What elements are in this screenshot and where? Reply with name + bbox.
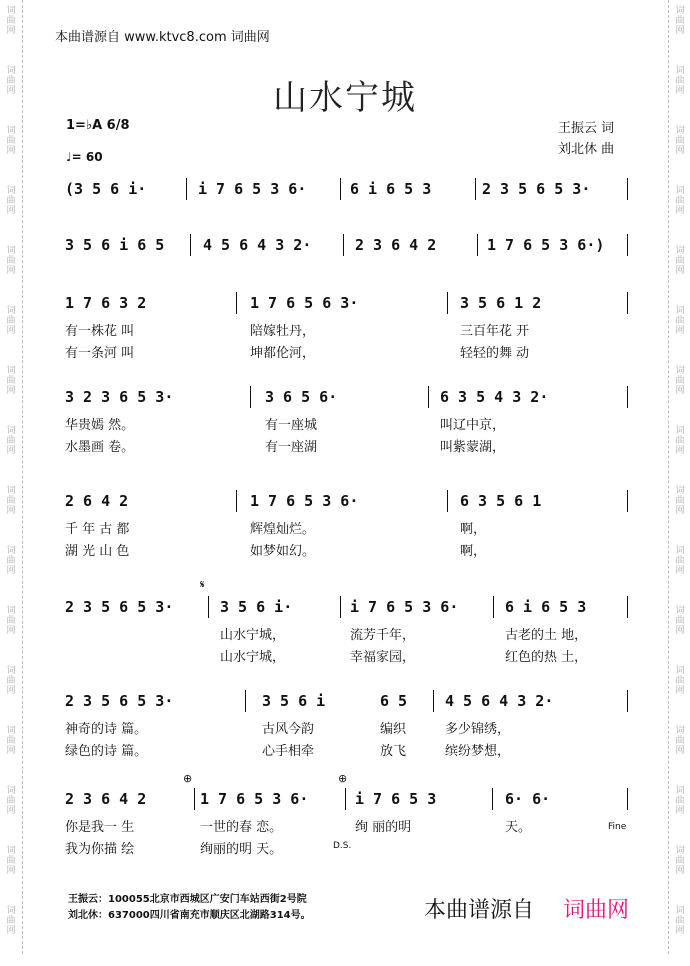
note-group: 6· 6· bbox=[505, 790, 551, 808]
lyric-text: 有一条河 叫 bbox=[65, 346, 135, 361]
watermark-glyph: 词 bbox=[6, 786, 16, 796]
watermark-glyph: 网 bbox=[6, 26, 16, 36]
note-row bbox=[0, 692, 690, 712]
bar-line bbox=[627, 490, 628, 512]
lyric-text: 啊， bbox=[460, 522, 487, 537]
credits bbox=[558, 118, 614, 160]
lyric-text: 幸福家园， bbox=[350, 650, 416, 665]
bar-line bbox=[627, 234, 628, 256]
watermark-glyph: 曲 bbox=[6, 76, 16, 86]
coda-icon-2: ⊕ bbox=[338, 772, 348, 785]
watermark-glyph: 词 bbox=[675, 306, 685, 316]
watermark-glyph: 词 bbox=[675, 606, 685, 616]
watermark-glyph: 网 bbox=[675, 626, 685, 636]
lyric-text: 你是我一 生 bbox=[65, 820, 135, 835]
note-group: 4 5 6 4 3 2· bbox=[203, 236, 312, 254]
watermark-glyph: 网 bbox=[6, 746, 16, 756]
watermark-glyph: 网 bbox=[675, 386, 685, 396]
composer-credit: 刘北休 曲 bbox=[558, 142, 615, 157]
lyric-text: 三百年花 开 bbox=[460, 324, 530, 339]
bar-line bbox=[627, 178, 628, 200]
lyric-row-verse-1 bbox=[0, 414, 690, 434]
note-group: 2 6 4 2 bbox=[65, 492, 129, 510]
note-group: 6 3 5 4 3 2· bbox=[440, 388, 549, 406]
watermark-glyph: 网 bbox=[675, 26, 685, 36]
watermark-glyph: 网 bbox=[6, 506, 16, 516]
watermark-glyph: 网 bbox=[6, 566, 16, 576]
bar-line bbox=[186, 178, 187, 200]
watermark-glyph: 曲 bbox=[675, 676, 685, 686]
bar-line bbox=[236, 490, 237, 512]
watermark-glyph: 曲 bbox=[675, 616, 685, 626]
bar-line bbox=[194, 788, 195, 810]
note-group: 2 3 6 4 2 bbox=[355, 236, 437, 254]
watermark-glyph: 网 bbox=[675, 746, 685, 756]
note-group: i 7 6 5 3 6· bbox=[350, 598, 459, 616]
watermark-glyph: 曲 bbox=[6, 16, 16, 26]
watermark-glyph: 词 bbox=[675, 666, 685, 676]
watermark-glyph: 词 bbox=[6, 246, 16, 256]
note-group: 2 3 5 6 5 3· bbox=[65, 598, 174, 616]
note-row bbox=[0, 388, 690, 408]
lyric-text: 神奇的诗 篇。 bbox=[65, 722, 148, 737]
note-group: 3 5 6 i 6 5 bbox=[65, 236, 165, 254]
lyric-text: 古风今韵 bbox=[262, 722, 315, 737]
lyric-text: 叫辽中京， bbox=[440, 418, 506, 433]
coda-icon: ⊕ bbox=[183, 772, 193, 785]
lyric-text: 编织 bbox=[380, 722, 407, 737]
lyric-text: 我为你描 绘 bbox=[65, 842, 135, 857]
watermark-glyph: 词 bbox=[6, 606, 16, 616]
bar-line bbox=[627, 292, 628, 314]
note-group: (3 5 6 i· bbox=[65, 180, 147, 198]
lyric-text: 绚 丽的明 bbox=[355, 820, 412, 835]
watermark-glyph: 词 bbox=[6, 66, 16, 76]
watermark-glyph: 曲 bbox=[675, 256, 685, 266]
watermark-glyph: 词 bbox=[6, 306, 16, 316]
lyricist-credit: 王振云 词 bbox=[558, 121, 615, 136]
note-group: 2 3 6 4 2 bbox=[65, 790, 147, 808]
note-group: 1 7 6 5 3 6· bbox=[250, 492, 359, 510]
watermark-glyph: 网 bbox=[675, 326, 685, 336]
watermark-glyph: 曲 bbox=[675, 376, 685, 386]
watermark-glyph: 曲 bbox=[675, 436, 685, 446]
note-group: 6 5 bbox=[380, 692, 408, 710]
footer-source-text: 本曲谱源自 bbox=[424, 898, 535, 923]
watermark-glyph: 词 bbox=[675, 786, 685, 796]
watermark-glyph: 网 bbox=[675, 926, 685, 936]
lyric-text: 辉煌灿烂。 bbox=[250, 522, 316, 537]
lyric-row-verse-2 bbox=[0, 540, 690, 560]
lyric-text: 啊， bbox=[460, 544, 487, 559]
watermark-glyph: 网 bbox=[675, 446, 685, 456]
bar-line bbox=[245, 690, 246, 712]
watermark-glyph: 词 bbox=[675, 6, 685, 16]
watermark-glyph: 曲 bbox=[675, 196, 685, 206]
watermark-glyph: 曲 bbox=[6, 676, 16, 686]
note-group: 1 7 6 5 3 6· bbox=[200, 790, 309, 808]
watermark-glyph: 词 bbox=[6, 726, 16, 736]
note-row bbox=[0, 180, 690, 200]
bar-line bbox=[236, 292, 237, 314]
address-composer: 刘北休：637000四川省南充市顺庆区北湖路314号。 bbox=[68, 910, 311, 921]
watermark-glyph: 曲 bbox=[675, 916, 685, 926]
watermark-glyph: 词 bbox=[675, 906, 685, 916]
note-group: 4 5 6 4 3 2· bbox=[445, 692, 554, 710]
watermark-glyph: 词 bbox=[675, 486, 685, 496]
bar-line bbox=[477, 234, 478, 256]
lyric-row-verse-2 bbox=[0, 342, 690, 362]
lyric-text: 叫紫蒙湖， bbox=[440, 440, 506, 455]
tempo-mark: ♩= 60 bbox=[66, 150, 103, 164]
bar-line bbox=[627, 386, 628, 408]
watermark-glyph: 词 bbox=[6, 906, 16, 916]
bar-line bbox=[447, 490, 448, 512]
watermark-glyph: 词 bbox=[675, 426, 685, 436]
lyric-text: 水墨画 卷。 bbox=[65, 440, 135, 455]
bar-line bbox=[428, 386, 429, 408]
note-row bbox=[0, 598, 690, 618]
segno-icon: 𝄋 bbox=[200, 578, 205, 591]
lyric-row-verse-1 bbox=[0, 624, 690, 644]
watermark-glyph: 词 bbox=[6, 6, 16, 16]
watermark-glyph: 网 bbox=[675, 806, 685, 816]
watermark-glyph: 曲 bbox=[675, 316, 685, 326]
watermark-glyph: 网 bbox=[6, 626, 16, 636]
lyric-text: 流芳千年， bbox=[350, 628, 416, 643]
lyric-row-verse-1 bbox=[0, 320, 690, 340]
bar-line bbox=[340, 596, 341, 618]
watermark-glyph: 曲 bbox=[6, 916, 16, 926]
lyric-row-verse-1 bbox=[0, 518, 690, 538]
note-group: 3 5 6 i· bbox=[220, 598, 293, 616]
watermark-glyph: 网 bbox=[6, 86, 16, 96]
watermark-glyph: 曲 bbox=[6, 496, 16, 506]
footer-site-name: 词曲网 bbox=[563, 898, 630, 923]
watermark-glyph: 曲 bbox=[675, 16, 685, 26]
watermark-glyph: 网 bbox=[675, 146, 685, 156]
lyric-text: 轻轻的舞 动 bbox=[460, 346, 530, 361]
page-header: 本曲谱源自 www.ktvc8.com 词曲网 bbox=[55, 30, 270, 45]
key-signature: 1=♭A 6/8 bbox=[66, 118, 130, 133]
note-group: 2 3 5 6 5 3· bbox=[65, 692, 174, 710]
watermark-glyph: 网 bbox=[675, 266, 685, 276]
song-title: 山水宁城 bbox=[273, 78, 417, 118]
note-group: i 7 6 5 3 6· bbox=[198, 180, 307, 198]
lyric-text: 红色的热 土， bbox=[505, 650, 588, 665]
watermark-glyph: 曲 bbox=[6, 136, 16, 146]
watermark-glyph: 网 bbox=[675, 206, 685, 216]
watermark-glyph: 词 bbox=[675, 846, 685, 856]
watermark-glyph: 曲 bbox=[6, 796, 16, 806]
note-group: 3 5 6 1 2 bbox=[460, 294, 542, 312]
lyric-text: 湖 光 山 色 bbox=[65, 544, 130, 559]
watermark-glyph: 网 bbox=[6, 326, 16, 336]
note-group: 6 3 5 6 1 bbox=[460, 492, 542, 510]
bar-line bbox=[190, 234, 191, 256]
lyric-text: 有一座城 bbox=[265, 418, 318, 433]
watermark-glyph: 曲 bbox=[6, 856, 16, 866]
lyric-row-verse-2 bbox=[0, 740, 690, 760]
watermark-glyph: 词 bbox=[6, 186, 16, 196]
note-group: 3 6 5 6· bbox=[265, 388, 338, 406]
watermark-glyph: 曲 bbox=[6, 316, 16, 326]
watermark-glyph: 曲 bbox=[6, 616, 16, 626]
bar-line bbox=[208, 596, 209, 618]
watermark-glyph: 网 bbox=[6, 386, 16, 396]
lyric-text: 天。 bbox=[505, 820, 532, 835]
lyric-row-verse-1 bbox=[0, 206, 690, 226]
lyric-text: 绚丽的明 天。 bbox=[200, 842, 283, 857]
watermark-glyph: 网 bbox=[6, 686, 16, 696]
watermark-glyph: 词 bbox=[675, 126, 685, 136]
lyric-text: 坤都伦河， bbox=[250, 346, 316, 361]
note-group: 1 7 6 5 3 6·) bbox=[487, 236, 605, 254]
note-group: 1 7 6 5 6 3· bbox=[250, 294, 359, 312]
bar-line bbox=[492, 788, 493, 810]
note-row bbox=[0, 492, 690, 512]
watermark-glyph: 网 bbox=[6, 926, 16, 936]
bar-line bbox=[345, 788, 346, 810]
note-group: 3 2 3 6 5 3· bbox=[65, 388, 174, 406]
watermark-glyph: 曲 bbox=[6, 556, 16, 566]
watermark-glyph: 曲 bbox=[675, 76, 685, 86]
ds-mark: D.S. bbox=[333, 841, 352, 851]
lyric-row-verse-1 bbox=[0, 262, 690, 282]
bar-line bbox=[433, 690, 434, 712]
watermark-glyph: 网 bbox=[675, 506, 685, 516]
bar-line bbox=[627, 690, 628, 712]
watermark-glyph: 曲 bbox=[6, 196, 16, 206]
watermark-glyph: 网 bbox=[6, 266, 16, 276]
lyric-text: 陪嫁牡丹， bbox=[250, 324, 316, 339]
right-dashed-border bbox=[668, 0, 670, 954]
lyric-row-verse-1 bbox=[0, 816, 690, 836]
bar-line bbox=[493, 596, 494, 618]
watermark-glyph: 曲 bbox=[675, 736, 685, 746]
watermark-glyph: 曲 bbox=[675, 136, 685, 146]
watermark-glyph: 词 bbox=[6, 666, 16, 676]
watermark-glyph: 网 bbox=[675, 686, 685, 696]
lyric-text: 多少锦绣， bbox=[445, 722, 511, 737]
watermark-glyph: 网 bbox=[6, 446, 16, 456]
watermark-glyph: 曲 bbox=[675, 556, 685, 566]
watermark-glyph: 曲 bbox=[6, 436, 16, 446]
bar-line bbox=[250, 386, 251, 408]
lyric-text: 如梦如幻。 bbox=[250, 544, 316, 559]
lyric-text: 山水宁城， bbox=[220, 628, 286, 643]
watermark-glyph: 词 bbox=[675, 66, 685, 76]
watermark-glyph: 词 bbox=[6, 486, 16, 496]
bar-line bbox=[447, 292, 448, 314]
address-lyricist: 王振云：100055北京市西城区广安门车站西街2号院 bbox=[68, 894, 307, 905]
watermark-glyph: 词 bbox=[675, 366, 685, 376]
note-row bbox=[0, 294, 690, 314]
note-group: 2 3 5 6 5 3· bbox=[482, 180, 591, 198]
fine-mark: Fine bbox=[608, 822, 627, 832]
lyric-text: 华贵嫣 然。 bbox=[65, 418, 135, 433]
lyric-text: 山水宁城， bbox=[220, 650, 286, 665]
watermark-glyph: 曲 bbox=[6, 256, 16, 266]
bar-line bbox=[340, 178, 341, 200]
watermark-glyph: 曲 bbox=[675, 496, 685, 506]
watermark-glyph: 词 bbox=[6, 126, 16, 136]
lyric-row-verse-2 bbox=[0, 646, 690, 666]
watermark-glyph: 曲 bbox=[6, 376, 16, 386]
address-block bbox=[68, 892, 311, 924]
lyric-text: 千 年 古 都 bbox=[65, 522, 130, 537]
watermark-glyph: 曲 bbox=[675, 856, 685, 866]
watermark-glyph: 词 bbox=[675, 546, 685, 556]
watermark-glyph: 词 bbox=[675, 726, 685, 736]
watermark-glyph: 网 bbox=[675, 866, 685, 876]
watermark-glyph: 网 bbox=[675, 86, 685, 96]
bar-line bbox=[475, 178, 476, 200]
watermark-glyph: 词 bbox=[675, 186, 685, 196]
lyric-text: 有一座湖 bbox=[265, 440, 318, 455]
note-group: 1 7 6 3 2 bbox=[65, 294, 147, 312]
watermark-glyph: 网 bbox=[6, 146, 16, 156]
note-group: i 7 6 5 3 bbox=[355, 790, 437, 808]
lyric-text: 古老的土 地， bbox=[505, 628, 588, 643]
watermark-glyph: 网 bbox=[6, 206, 16, 216]
watermark-glyph: 词 bbox=[675, 246, 685, 256]
watermark-glyph: 网 bbox=[6, 806, 16, 816]
watermark-glyph: 曲 bbox=[6, 736, 16, 746]
lyric-row-verse-2 bbox=[0, 436, 690, 456]
lyric-row-verse-1 bbox=[0, 718, 690, 738]
bar-line bbox=[627, 596, 628, 618]
bar-line bbox=[343, 234, 344, 256]
lyric-text: 放飞 bbox=[380, 744, 407, 759]
note-row bbox=[0, 236, 690, 256]
note-group: 6 i 6 5 3 bbox=[505, 598, 587, 616]
watermark-glyph: 词 bbox=[6, 546, 16, 556]
watermark-glyph: 网 bbox=[675, 566, 685, 576]
watermark-glyph: 词 bbox=[6, 846, 16, 856]
watermark-glyph: 词 bbox=[6, 426, 16, 436]
watermark-glyph: 词 bbox=[6, 366, 16, 376]
note-group: 3 5 6 i bbox=[262, 692, 326, 710]
lyric-text: 一世的春 恋。 bbox=[200, 820, 283, 835]
lyric-text: 心手相牵 bbox=[262, 744, 315, 759]
bar-line bbox=[627, 788, 628, 810]
watermark-glyph: 网 bbox=[6, 866, 16, 876]
left-dashed-border bbox=[22, 0, 24, 954]
watermark-glyph: 曲 bbox=[675, 796, 685, 806]
note-group: 6 i 6 5 3 bbox=[350, 180, 432, 198]
lyric-text: 有一株花 叫 bbox=[65, 324, 135, 339]
lyric-text: 缤纷梦想， bbox=[445, 744, 511, 759]
lyric-text: 绿色的诗 篇。 bbox=[65, 744, 148, 759]
